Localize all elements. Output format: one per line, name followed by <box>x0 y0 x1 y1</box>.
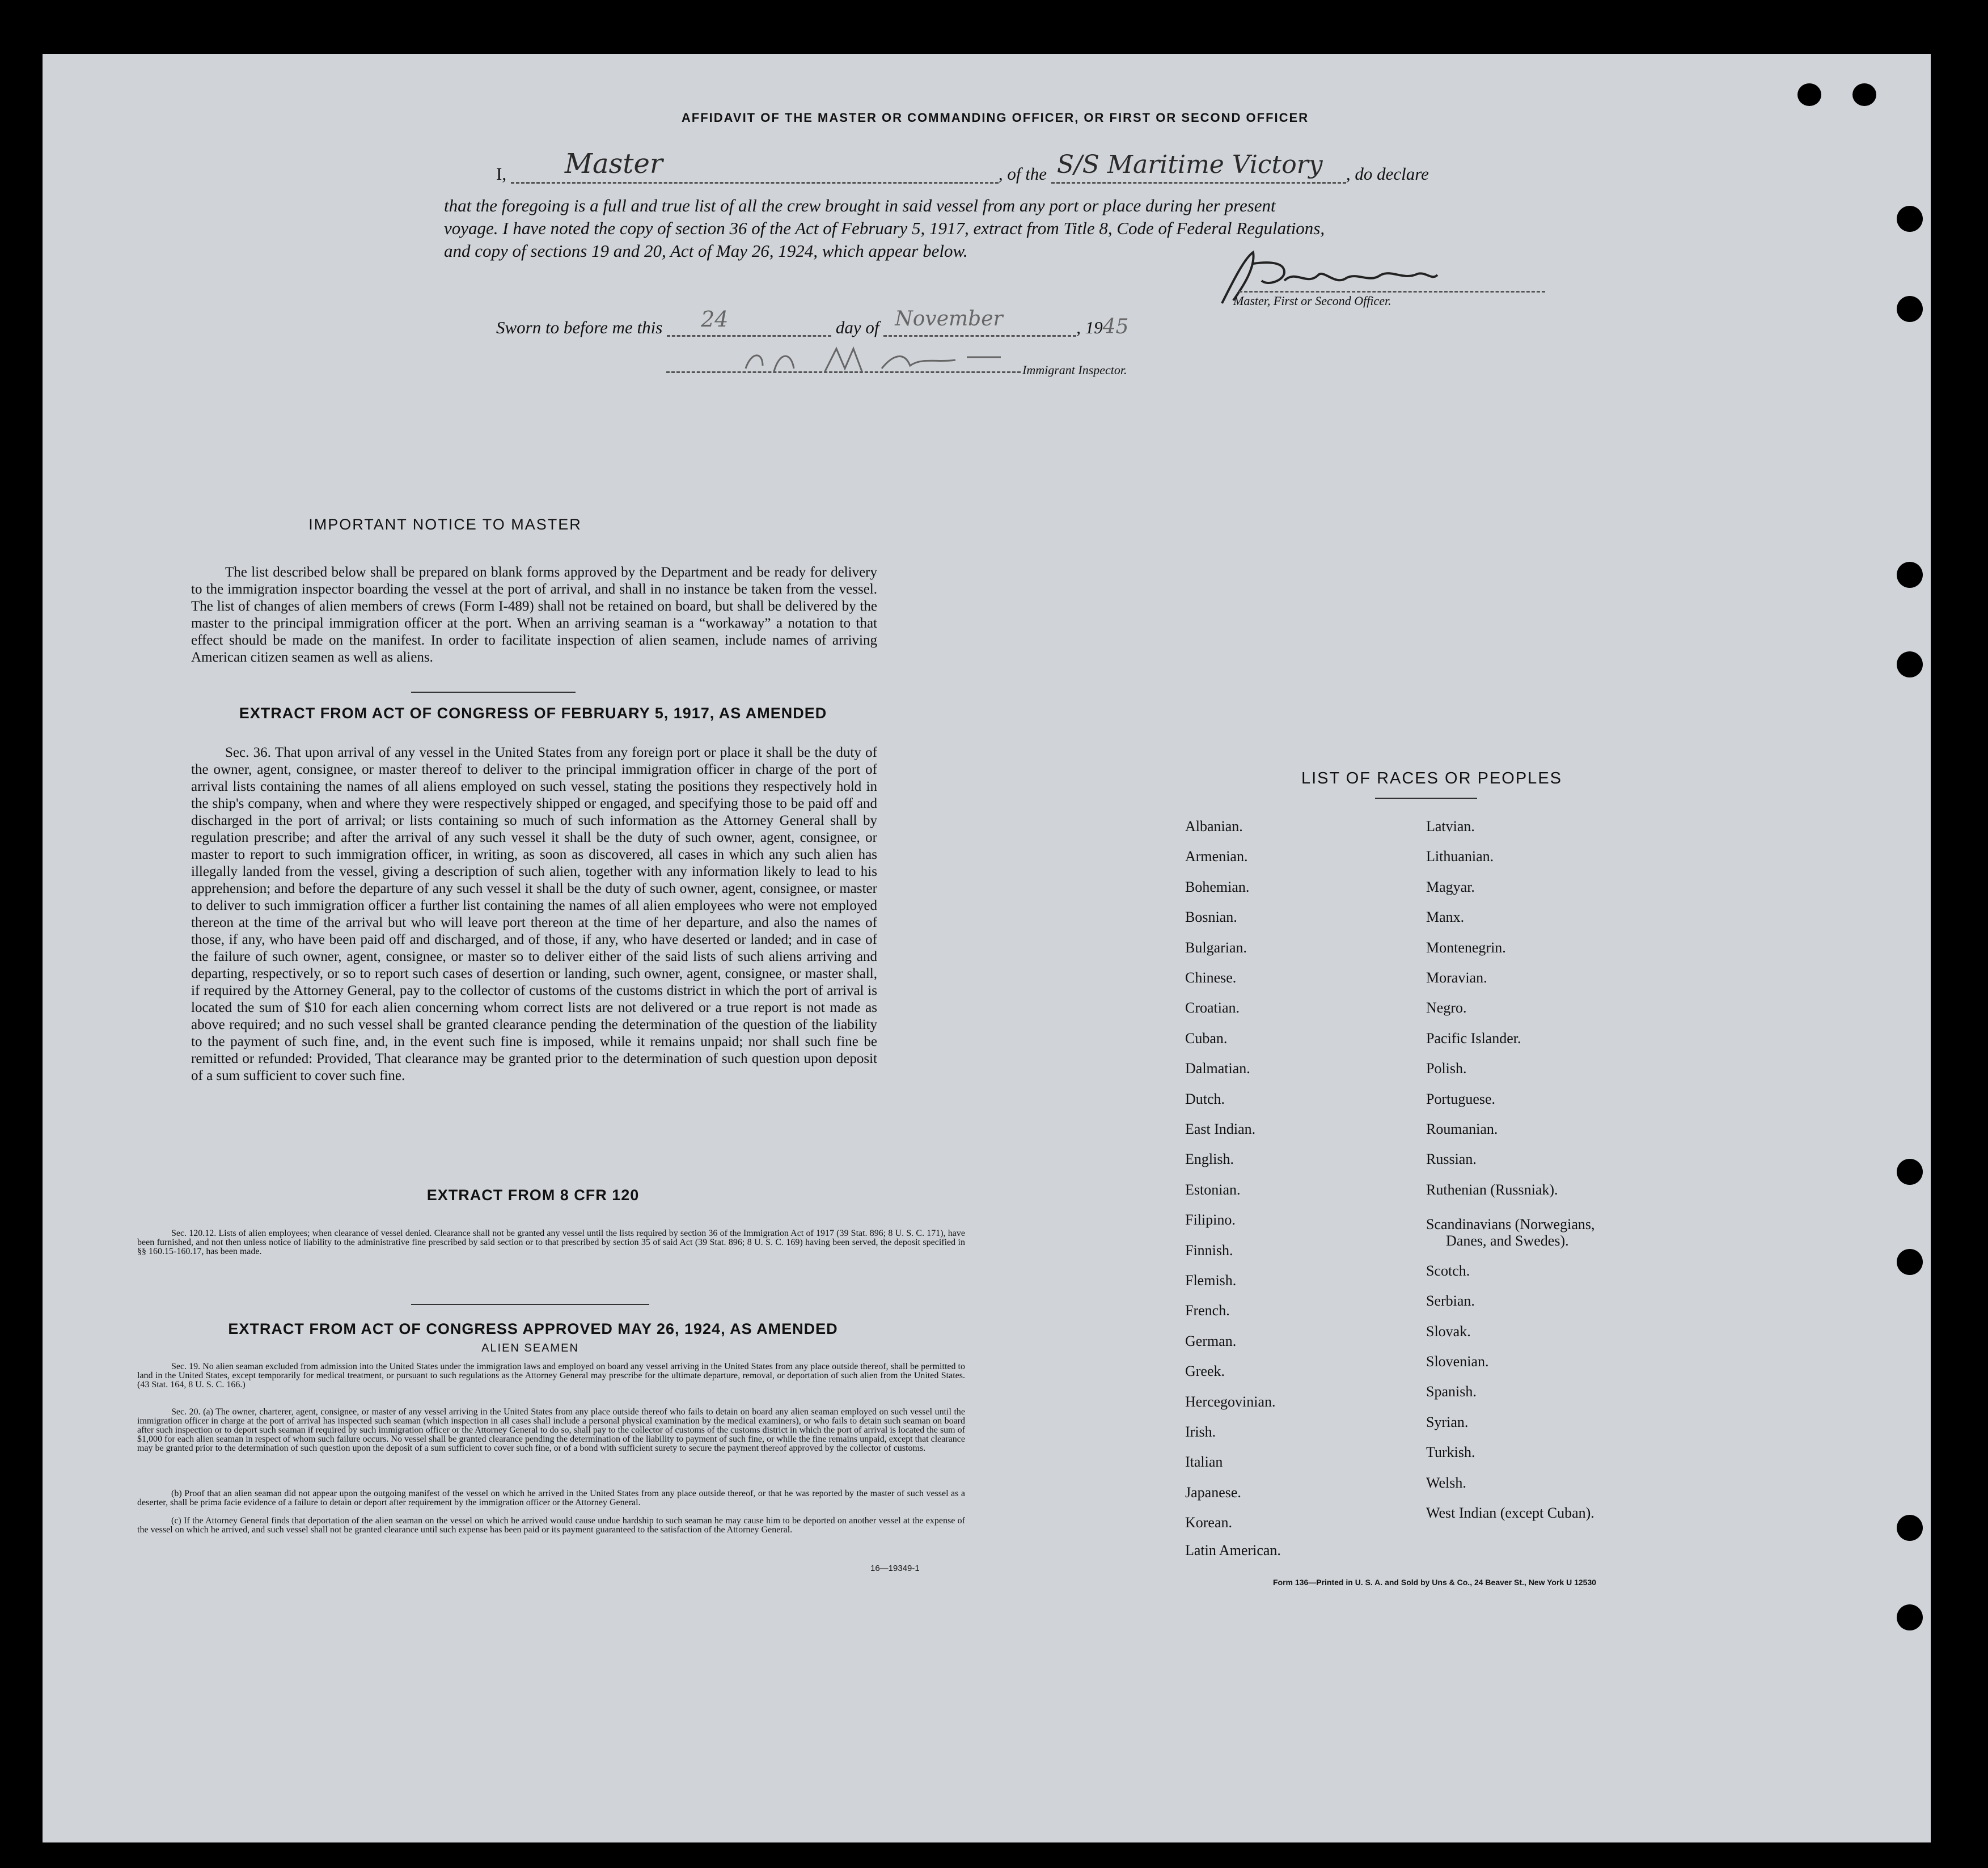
race-item: Roumanian. <box>1426 1121 1498 1137</box>
races-underline <box>1375 798 1477 799</box>
race-item: English. <box>1185 1151 1234 1168</box>
punch-hole <box>1897 206 1923 232</box>
document-page <box>43 54 1931 1842</box>
race-item: Bosnian. <box>1185 909 1237 926</box>
divider-2 <box>411 1304 649 1305</box>
race-item: East Indian. <box>1185 1121 1256 1137</box>
race-item: West Indian (except Cuban). <box>1426 1505 1594 1521</box>
punch-hole <box>1897 1159 1923 1185</box>
affidavit-line2: that the foregoing is a full and true list of all the crew brought in said vessel from any port or place during her present <box>444 196 1276 215</box>
race-item: Ruthenian (Russniak). <box>1426 1181 1558 1198</box>
form-code: 16—19349-1 <box>870 1564 920 1573</box>
sec20b-text: (b) Proof that an alien seaman did not appear upon the outgoing manifest of the vessel on which he arrived in the United States from any place outside thereof, or that he was reported by the master of such vessel as a deserter, shall be prima facie evidence of a failure to detain or deport after requirement by the immigration officer or the Attorney General. <box>137 1489 965 1507</box>
i-label: I, <box>496 164 507 184</box>
race-item: Scandinavians (Norwegians, <box>1426 1215 1595 1232</box>
punch-hole <box>1797 83 1821 106</box>
sec19-text: Sec. 19. No alien seaman excluded from admission into the United States under the immigration laws and employed on board any vessel arriving in the United States from any place outside thereof, shall be permitted to land in the United States, except temporarily for medical treatment, or pursuant to such regulations as the Attorney General may prescribe for the ultimate departure, removal, or deportation of such alien from the United States. (43 Stat. 164, 8 U. S. C. 166.) <box>137 1362 965 1390</box>
race-item: Dalmatian. <box>1185 1060 1250 1077</box>
race-item: Chinese. <box>1185 969 1237 986</box>
vessel-handwriting: S/S Maritime Victory <box>1056 150 1323 179</box>
race-item: Hercegovinian. <box>1185 1393 1276 1410</box>
race-item: Dutch. <box>1185 1090 1225 1107</box>
affidavit-line4: and copy of sections 19 and 20, Act of May 26, 1924, which appear below. <box>444 241 968 261</box>
rank-field <box>511 148 999 184</box>
race-item: Negro. <box>1426 999 1467 1016</box>
race-item: Latin American. <box>1185 1542 1281 1559</box>
affidavit-line3: voyage. I have noted the copy of section 36 of the Act of February 5, 1917, extract from Title 8, Code of Federal Regulations, <box>444 218 1325 238</box>
race-item: French. <box>1185 1302 1230 1319</box>
cfr-title: EXTRACT FROM 8 CFR 120 <box>426 1187 640 1204</box>
race-item: Flemish. <box>1185 1272 1237 1289</box>
divider-1 <box>411 692 576 693</box>
race-item: Estonian. <box>1185 1181 1241 1198</box>
sworn-label: Sworn to before me this <box>496 317 663 337</box>
punch-hole <box>1897 651 1923 677</box>
race-item: Scotch. <box>1426 1262 1470 1279</box>
race-item: Turkish. <box>1426 1444 1475 1461</box>
race-item: Russian. <box>1426 1151 1477 1168</box>
race-item: German. <box>1185 1332 1237 1349</box>
race-item: Portuguese. <box>1426 1090 1496 1107</box>
of-the-label: , of the <box>998 164 1047 184</box>
rank-handwriting: Master <box>564 148 663 180</box>
race-item: Japanese. <box>1185 1484 1241 1501</box>
race-item: Irish. <box>1185 1424 1216 1440</box>
affidavit-title: AFFIDAVIT OF THE MASTER OR COMMANDING OFFICER, OR FIRST OR SECOND OFFICER <box>681 111 1309 125</box>
race-item: Finnish. <box>1185 1242 1233 1259</box>
inspector-caption: Immigrant Inspector. <box>1022 363 1127 377</box>
race-item: Bohemian. <box>1185 878 1250 895</box>
race-item: Syrian. <box>1426 1413 1469 1430</box>
race-item: Welsh. <box>1426 1474 1466 1491</box>
punch-hole <box>1897 1249 1923 1275</box>
alien-seamen-subtitle: ALIEN SEAMEN <box>481 1342 579 1354</box>
notice-title: IMPORTANT NOTICE TO MASTER <box>308 516 582 533</box>
race-item: Bulgarian. <box>1185 939 1247 956</box>
race-item: Cuban. <box>1185 1030 1228 1047</box>
punch-hole <box>1897 296 1923 322</box>
printer-footer: Form 136—Printed in U. S. A. and Sold by Uns & Co., 24 Beaver St., New York U 12530 <box>1273 1578 1597 1587</box>
race-item: Slovenian. <box>1426 1353 1489 1370</box>
day-handwriting: 24 <box>701 307 729 332</box>
extract-1917-title: EXTRACT FROM ACT OF CONGRESS OF FEBRUARY 5, 1917, AS AMENDED <box>239 705 827 722</box>
race-item: Serbian. <box>1426 1293 1475 1310</box>
race-item: Slovak. <box>1426 1323 1471 1340</box>
vessel-field <box>1051 150 1346 184</box>
sec20a-text: Sec. 20. (a) The owner, charterer, agent, consignee, or master of any vessel arriving in the United States from any place outside thereof who fails to detain on board any alien seaman employed on such vessel until the immigration officer in charge at the port of arrival has inspected such seaman (which inspection in all cases shall include a personal physical examination by the medical examiners), or who fails to detain such seaman on board after such inspection or to deport such seaman if required by such immigration officer or the Attorney General to do so, shall pay to the collector of customs of the customs district in which the port of arrival is located the sum of $1,000 for each alien seaman in respect of whom such failure occurs. No vessel shall be granted clearance pending the determination of the liability to payment of such fine, or while the fine remains unpaid, except that clearance may be granted prior to the determination of such question upon the deposit of a sum sufficient to cover such fine, or of a bond with sufficient surety to secure the payment thereof approved by the collector of customs. <box>137 1407 965 1453</box>
race-item: Filipino. <box>1185 1212 1236 1229</box>
race-item: Latvian. <box>1426 818 1475 835</box>
notice-body: The list described below shall be prepared on blank forms approved by the Department and be ready for delivery to the immigration inspector boarding the vessel at the port of arrival, and shall in no instance be taken from the vessel. The list of changes of alien members of crews (Form I-489) shall not be retained on board, but shall be delivered by the master to the principal immigration officer at the port. When an arriving seaman is a “workaway” a notation to that effect should be made on the manifest. In order to facilitate inspection of alien seamen, include names of arriving American citizen seamen as well as aliens. <box>191 565 877 665</box>
sworn-line <box>496 307 1290 339</box>
punch-hole <box>1897 1515 1923 1541</box>
race-item: Korean. <box>1185 1514 1233 1531</box>
officer-caption: Master, First or Second Officer. <box>1233 294 1391 308</box>
race-item: Italian <box>1185 1454 1223 1471</box>
race-item: Moravian. <box>1426 969 1487 986</box>
race-item: Montenegrin. <box>1426 939 1506 956</box>
month-handwriting: November <box>895 307 1003 331</box>
race-item: Pacific Islander. <box>1426 1030 1521 1047</box>
race-item: Magyar. <box>1426 878 1475 895</box>
punch-hole <box>1852 83 1876 106</box>
punch-hole <box>1897 562 1923 588</box>
race-item: Danes, and Swedes). <box>1446 1232 1569 1249</box>
sec20c-text: (c) If the Attorney General finds that deportation of the alien seaman on the vessel on which he arrived would cause undue hardship to such seaman he may cause him to be deported on another vessel at the expense of the vessel on which he arrived, and such vessel shall not be granted clearance until such expense has been paid or its payment guaranteed to the satisfaction of the Attorney General. <box>137 1516 965 1535</box>
races-title: LIST OF RACES OR PEOPLES <box>1301 769 1563 787</box>
race-item: Armenian. <box>1185 848 1248 865</box>
signature-line <box>1239 291 1545 293</box>
race-item: Lithuanian. <box>1426 848 1494 865</box>
cfr-body: Sec. 120.12. Lists of alien employees; when clearance of vessel denied. Clearance shall not be granted any vessel until the lists required by section 36 of the Immigration Act of 1917 (39 Stat. 896; 8 U. S. C. 171), have been furnished, and not then unless notice of liability to the administrative fine prescribed by said section or to that prescribed by section 35 of said Act (39 Stat. 896; 8 U. S. C. 169) having been served, the deposit specified in §§ 160.15-160.17, has been made. <box>137 1229 965 1256</box>
race-item: Polish. <box>1426 1060 1467 1077</box>
affidavit-line1 <box>496 148 1574 185</box>
race-item: Manx. <box>1426 909 1465 926</box>
extract-1924-title: EXTRACT FROM ACT OF CONGRESS APPROVED MAY 26, 1924, AS AMENDED <box>228 1320 838 1337</box>
year-prefix: , 19 <box>1076 317 1103 337</box>
month-field <box>883 307 1076 337</box>
race-item: Spanish. <box>1426 1383 1477 1400</box>
do-declare-label: , do declare <box>1346 164 1429 184</box>
punch-hole <box>1897 1604 1923 1630</box>
inspector-signature <box>740 340 1012 380</box>
race-item: Albanian. <box>1185 818 1243 835</box>
race-item: Croatian. <box>1185 999 1240 1016</box>
race-item: Greek. <box>1185 1363 1225 1380</box>
day-field <box>667 307 831 337</box>
year-handwriting: 45 <box>1102 315 1129 338</box>
extract-1917-body: Sec. 36. That upon arrival of any vessel in the United States from any foreign port or place it shall be the duty of the owner, agent, consignee, or master thereof to deliver to the principal immigration officer in charge of the port of arrival lists containing the names of all aliens employed on such vessel, stating the positions they respectively hold in the ship's company, when and where they were respectively shipped or engaged, and specifying those to be paid off and discharged in the port of arrival; or lists containing so much of such information as the Attorney General shall by regulation prescribe; and after the arrival of any such vessel it shall be the duty of such owner, agent, consignee, or master to report to such immigration officer, in writing, as soon as discovered, all cases in which any such alien has illegally landed from the vessel, giving a description of such alien, together with any information likely to lead to his apprehension; and before the departure of any such vessel it shall be the duty of such owner, agent, consignee, or master to deliver to such immigration officer a further list containing the names of all alien employees who were not employed thereon at the time of the arrival but who will leave port thereon at the time of her departure, and also the names of those, if any, who have been paid off and discharged, and of those, if any, who have deserted or landed; and in case of the failure of such owner, agent, consignee, or master so to deliver either of the said lists of such aliens arriving and departing, respectively, or so to report such cases of desertion or landing, such owner, agent, consignee, or master shall, if required by the Attorney General, pay to the collector of customs of the customs district in which the port of arrival is located the sum of $10 for each alien concerning whom correct lists are not delivered or a true report is not made as above required; and no such vessel shall be granted clearance pending the determination of the question of the liability to the payment of such fine, and, in the event such fine is imposed, while it remains unpaid; nor shall such fine be remitted or refunded: Provided, That clearance may be granted prior to the determination of such question upon deposit of a sum sufficient to cover such fine. <box>191 745 877 1083</box>
day-of-label: day of <box>835 317 879 337</box>
